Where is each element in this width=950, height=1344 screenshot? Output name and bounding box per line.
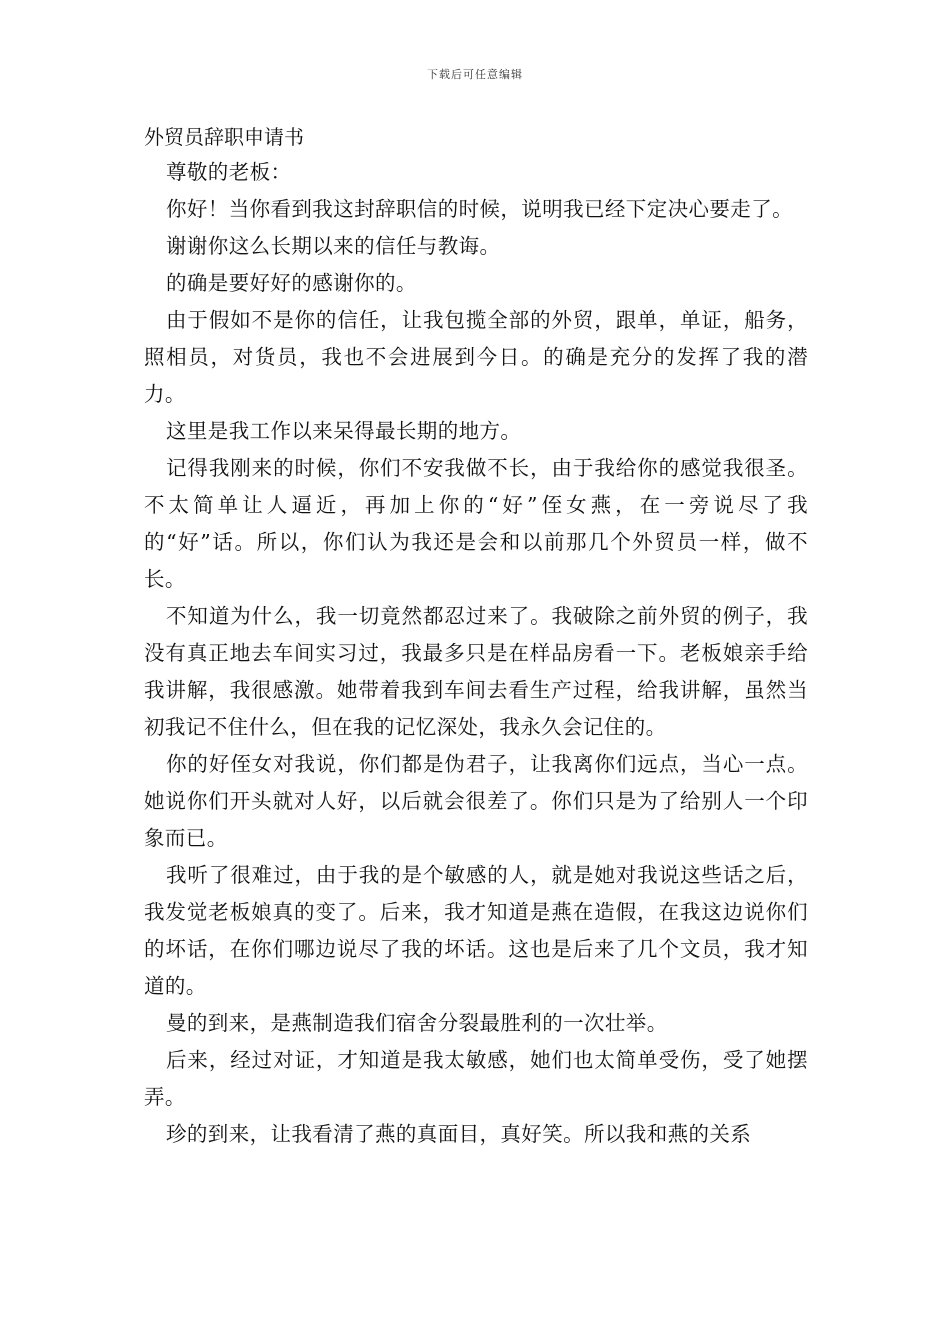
paragraph: 你好！当你看到我这封辞职信的时候，说明我已经下定决心要走了。 bbox=[166, 197, 793, 221]
document-body bbox=[144, 120, 808, 1153]
document-title: 外贸员辞职申请书 bbox=[144, 125, 304, 149]
paragraph: 我听了很难过，由于我的是个敏感的人，就是她对我说这些话之后，我发觉老板娘真的变了。后来，我才知道是燕在造假，在我这边说你们的坏话，在你们哪边说尽了我的坏话。这也是后来了几个文员，我才知道的。 bbox=[144, 863, 808, 998]
paragraph: 不知道为什么，我一切竟然都忍过来了。我破除之前外贸的例子，我没有真正地去车间实习过，我最多只是在样品房看一下。老板娘亲手给我讲解，我很感激。她带着我到车间去看生产过程，给我讲解，虽然当初我记不住什么，但在我的记忆深处，我永久会记住的。 bbox=[144, 604, 808, 739]
paragraph: 曼的到来，是燕制造我们宿舍分裂最胜利的一次壮举。 bbox=[166, 1011, 668, 1035]
paragraph: 记得我刚来的时候，你们不安我做不长，由于我给你的感觉我很圣。不太简单让人逼近，再加上你的“好”侄女燕，在一旁说尽了我的“好”话。所以，你们认为我还是会和以前那几个外贸员一样，做不长。 bbox=[144, 456, 808, 591]
paragraph: 后来，经过对证，才知道是我太敏感，她们也太简单受伤，受了她摆弄。 bbox=[144, 1048, 808, 1109]
paragraph: 这里是我工作以来呆得最长期的地方。 bbox=[166, 419, 522, 443]
paragraph: 由于假如不是你的信任，让我包揽全部的外贸，跟单，单证，船务，照相员，对货员，我也不会进展到今日。的确是充分的发挥了我的潜力。 bbox=[144, 308, 808, 406]
paragraph-salutation: 尊敬的老板： bbox=[166, 160, 292, 184]
page-header: 下载后可任意编辑 bbox=[427, 68, 523, 81]
paragraph: 珍的到来，让我看清了燕的真面目，真好笑。所以我和燕的关系 bbox=[166, 1122, 752, 1146]
paragraph: 谢谢你这么长期以来的信任与教诲。 bbox=[166, 234, 501, 258]
paragraph: 的确是要好好的感谢你的。 bbox=[166, 271, 417, 295]
paragraph: 你的好侄女对我说，你们都是伪君子，让我离你们远点，当心一点。她说你们开头就对人好，以后就会很差了。你们只是为了给别人一个印象而已。 bbox=[144, 752, 808, 850]
